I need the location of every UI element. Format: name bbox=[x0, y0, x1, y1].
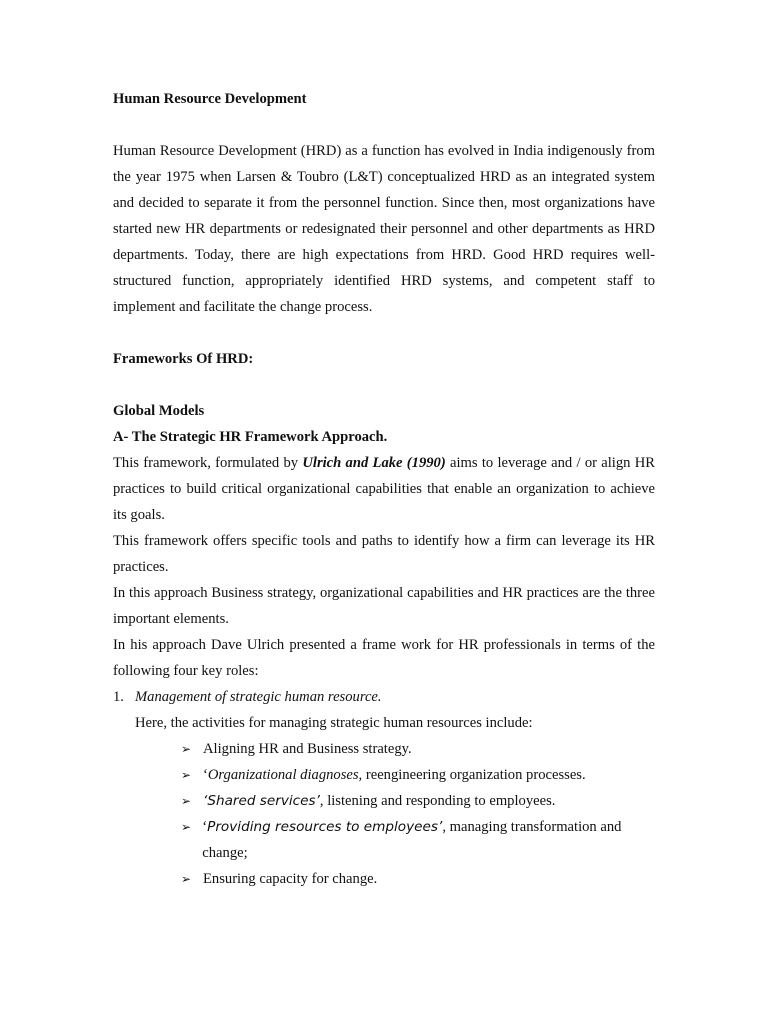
framework-text-before: This framework, formulated by bbox=[113, 455, 303, 471]
arrow-bullet-icon: ➢ bbox=[181, 820, 192, 834]
arrow-bullet-icon: ➢ bbox=[181, 872, 192, 886]
document-title: Human Resource Development bbox=[113, 91, 307, 107]
list-item bbox=[181, 866, 655, 892]
list-item bbox=[181, 736, 655, 762]
list-item-text: ‘Organizational diagnoses, reengineering organization processes. bbox=[203, 767, 586, 783]
role-1-label: Management of strategic human resource. bbox=[135, 689, 382, 705]
role-1 bbox=[113, 684, 655, 710]
activities-list bbox=[113, 736, 655, 892]
list-item-text: ‘Shared services’, listening and responding to employees. bbox=[203, 793, 556, 809]
tools-paragraph: This framework offers specific tools and paths to identify how a firm can leverage its HR practices. bbox=[113, 533, 655, 575]
arrow-bullet-icon: ➢ bbox=[181, 742, 192, 756]
arrow-bullet-icon: ➢ bbox=[181, 794, 192, 808]
elements-paragraph: In this approach Business strategy, organizational capabilities and HR practices are the three important elements. bbox=[113, 585, 655, 627]
ulrich-lake-citation: Ulrich and Lake (1990) bbox=[302, 455, 446, 471]
arrow-bullet-icon: ➢ bbox=[181, 768, 192, 782]
list-item-text: ‘Providing resources to employees’, managing transformation and change; bbox=[202, 819, 622, 861]
role-1-number: 1. bbox=[113, 689, 124, 705]
list-item-text: Ensuring capacity for change. bbox=[203, 871, 378, 887]
frameworks-heading: Frameworks Of HRD: bbox=[113, 351, 254, 367]
list-item-text: Aligning HR and Business strategy. bbox=[203, 741, 412, 757]
global-models-heading: Global Models bbox=[113, 403, 205, 419]
roles-paragraph: In his approach Dave Ulrich presented a frame work for HR professionals in terms of the following four key roles: bbox=[113, 637, 655, 679]
list-item bbox=[181, 788, 655, 814]
intro-paragraph: Human Resource Development (HRD) as a function has evolved in India indigenously from the year 1975 when Larsen & Toubro (L&T) conceptualized HRD as an integrated system and decided to separate it from the personnel function. Since then, most organizations have started new HR departments or redesignated their personnel and other departments as HRD departments. Today, there are high expectations from HRD. Good HRD requires well-structured function, appropriately identified HRD systems, and competent staff to implement and facilitate the change process. bbox=[113, 143, 655, 315]
document-page bbox=[113, 86, 655, 892]
list-item bbox=[181, 762, 655, 788]
list-item bbox=[181, 814, 655, 866]
framework-text-after: aims to leverage and / or align HR practices to build critical organizational capabilities that enable an organization to achieve its goals. bbox=[113, 455, 655, 523]
framework-paragraph bbox=[113, 450, 655, 528]
approach-heading: A- The Strategic HR Framework Approach. bbox=[113, 429, 388, 445]
role-1-intro: Here, the activities for managing strategic human resources include: bbox=[135, 715, 533, 731]
